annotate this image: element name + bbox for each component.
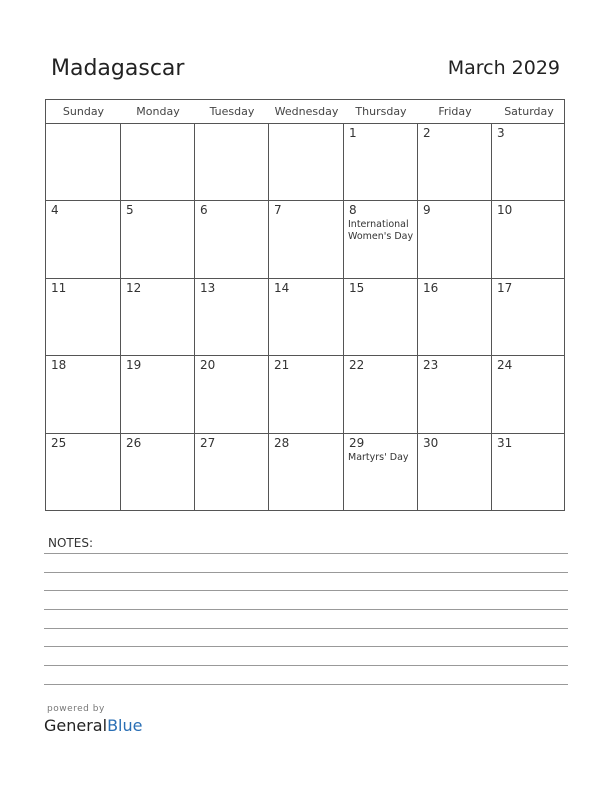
day-number: 30 xyxy=(423,436,439,450)
note-line xyxy=(44,665,568,666)
day-number: 20 xyxy=(200,358,216,372)
note-line xyxy=(44,572,568,573)
note-line xyxy=(44,590,568,591)
weekday-header-monday: Monday xyxy=(136,105,180,118)
day-number: 15 xyxy=(349,281,365,295)
day-cell[interactable] xyxy=(492,201,566,279)
calendar-grid xyxy=(45,99,565,511)
day-number: 13 xyxy=(200,281,216,295)
country-title: Madagascar xyxy=(51,56,185,81)
day-cell[interactable] xyxy=(344,434,418,512)
day-number: 10 xyxy=(497,203,513,217)
brand-logo[interactable] xyxy=(44,716,142,735)
day-number: 27 xyxy=(200,436,216,450)
day-cell[interactable] xyxy=(121,279,195,356)
day-cell[interactable] xyxy=(492,124,566,201)
day-cell[interactable] xyxy=(195,124,269,201)
holiday-label: International Women's Day xyxy=(348,219,414,242)
day-number: 19 xyxy=(126,358,142,372)
month-title: March 2029 xyxy=(447,57,560,79)
day-number: 7 xyxy=(274,203,282,217)
note-line xyxy=(44,646,568,647)
day-cell[interactable] xyxy=(121,201,195,279)
day-cell[interactable] xyxy=(269,279,344,356)
day-cell[interactable] xyxy=(344,124,418,201)
day-number: 18 xyxy=(51,358,67,372)
weekday-header-wednesday: Wednesday xyxy=(274,105,339,118)
weekday-header-friday: Friday xyxy=(438,105,472,118)
day-cell[interactable] xyxy=(46,434,121,512)
day-number: 17 xyxy=(497,281,513,295)
note-line xyxy=(44,684,568,685)
day-cell[interactable] xyxy=(344,201,418,279)
day-number: 16 xyxy=(423,281,439,295)
brand-logo-part2: Blue xyxy=(107,716,143,735)
day-number: 11 xyxy=(51,281,67,295)
day-cell[interactable] xyxy=(46,356,121,434)
day-cell[interactable] xyxy=(269,201,344,279)
notes-label: NOTES: xyxy=(48,536,93,550)
day-number: 21 xyxy=(274,358,290,372)
day-cell[interactable] xyxy=(121,434,195,512)
day-number: 26 xyxy=(126,436,142,450)
day-cell[interactable] xyxy=(195,434,269,512)
day-cell[interactable] xyxy=(418,434,492,512)
day-cell[interactable] xyxy=(195,279,269,356)
day-cell[interactable] xyxy=(121,124,195,201)
brand-logo-part1: General xyxy=(44,716,108,735)
day-cell[interactable] xyxy=(195,201,269,279)
day-number: 14 xyxy=(274,281,290,295)
weekday-header-tuesday: Tuesday xyxy=(209,105,255,118)
day-number: 22 xyxy=(349,358,365,372)
day-number: 29 xyxy=(349,436,365,450)
weekday-header-thursday: Thursday xyxy=(355,105,407,118)
holiday-label: Martyrs' Day xyxy=(348,452,409,463)
day-number: 28 xyxy=(274,436,290,450)
day-number: 3 xyxy=(497,126,505,140)
day-number: 8 xyxy=(349,203,357,217)
day-cell[interactable] xyxy=(418,279,492,356)
day-number: 1 xyxy=(349,126,357,140)
day-cell[interactable] xyxy=(492,279,566,356)
day-number: 24 xyxy=(497,358,513,372)
note-line xyxy=(44,609,568,610)
day-cell[interactable] xyxy=(269,434,344,512)
day-cell[interactable] xyxy=(269,356,344,434)
day-cell[interactable] xyxy=(418,201,492,279)
day-cell[interactable] xyxy=(344,279,418,356)
day-cell[interactable] xyxy=(46,124,121,201)
day-cell[interactable] xyxy=(344,356,418,434)
day-cell[interactable] xyxy=(492,434,566,512)
day-number: 6 xyxy=(200,203,208,217)
weekday-header-saturday: Saturday xyxy=(504,105,554,118)
note-line xyxy=(44,628,568,629)
day-cell[interactable] xyxy=(121,356,195,434)
powered-by-text: powered by xyxy=(47,704,105,714)
note-line xyxy=(44,553,568,554)
day-number: 2 xyxy=(423,126,431,140)
day-cell[interactable] xyxy=(492,356,566,434)
weekday-header-row xyxy=(46,100,564,124)
day-number: 9 xyxy=(423,203,431,217)
day-number: 31 xyxy=(497,436,513,450)
day-cell[interactable] xyxy=(46,279,121,356)
day-number: 23 xyxy=(423,358,439,372)
day-cell[interactable] xyxy=(418,356,492,434)
day-number: 5 xyxy=(126,203,134,217)
day-number: 4 xyxy=(51,203,59,217)
day-number: 12 xyxy=(126,281,142,295)
day-cell[interactable] xyxy=(46,201,121,279)
day-cell[interactable] xyxy=(269,124,344,201)
day-cell[interactable] xyxy=(418,124,492,201)
weekday-header-sunday: Sunday xyxy=(62,105,105,118)
day-cell[interactable] xyxy=(195,356,269,434)
day-number: 25 xyxy=(51,436,67,450)
